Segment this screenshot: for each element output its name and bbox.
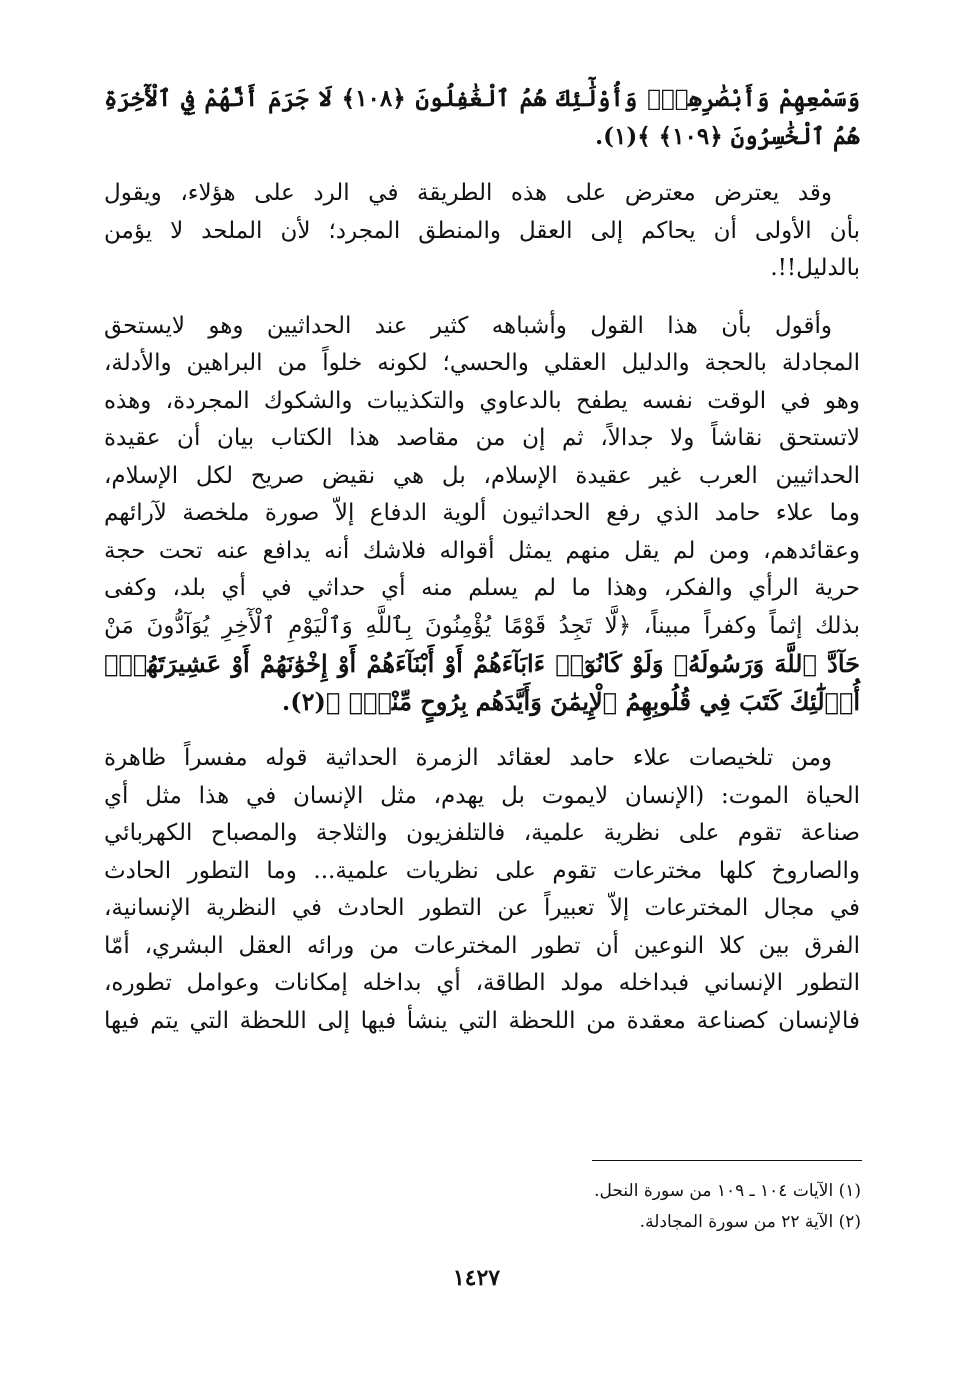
text-line: حرية الرأي والفكر، وهذا ما لم يسلم منه أي حداثي في أي بلد، وكفى: [104, 575, 860, 601]
text-line: هُمُ ٱلْخَٰسِرُونَ ﴿١٠٩﴾ ﴾(١).: [595, 122, 860, 150]
paragraph-summaries: [104, 740, 860, 1040]
text-line: لاتستحق نقاشاً ولا جدالاً، ثم إن من مقاصد هذا الكتاب بيان أن عقيدة: [104, 425, 860, 451]
footnote-1: (١) الآيات ١٠٤ ـ ١٠٩ من سورة النحل.: [594, 1181, 861, 1201]
text-line: وعقائدهم، ومن لم يقل منهم يمثل أقواله فلاشك أنه يدافع عنه تحت حجة: [104, 537, 860, 564]
text-line: المجادلة بالحجة والدليل العقلي والحسي؛ لكونه خلواً من البراهين والأدلة،: [104, 350, 860, 376]
page-body: [104, 80, 860, 1040]
text-line: والصاروخ كلها مخترعات تقوم على نظريات علمية... وما التطور الحادث: [104, 857, 860, 884]
text-line: بذلك إثماً وكفراً مبيناً، ﴿لَّا تَجِدُ قَوْمًا يُؤْمِنُونَ بِٱللَّهِ وَٱلْيَوْمِ ٱلْأٓخِرِ يُوَآدُّونَ مَنْ: [104, 612, 860, 639]
page-number: ١٤٢٧: [452, 1265, 501, 1291]
text-line: التطور الإنساني فبداخله مولد الطاقة، أي بداخله إمكانات وعوامل تطوره،: [104, 970, 860, 996]
footnote-divider: [592, 1160, 862, 1161]
text-line: فالإنسان كصناعة معقدة من اللحظة التي ينشأ فيها إلى اللحظة التي يتم فيها: [104, 1007, 860, 1034]
text-line: ومن تلخيصات علاء حامد لعقائد الزمرة الحداثية قوله مفسراً ظاهرة: [104, 745, 832, 771]
footnotes: [594, 1176, 861, 1238]
text-line: صناعة تقوم على نظرية علمية، فالتلفزيون والثلاجة والمصباح الكهربائي: [104, 820, 860, 846]
quran-verse-line: أُو۟لَٰٓئِكَ كَتَبَ فِي قُلُوبِهِمُ ٱلْإِيمَٰنَ وَأَيَّدَهُم بِرُوحٍ مِّنْهُۖ ﴾(٢).: [281, 686, 860, 716]
text-line: الحداثيين العرب غير عقيدة الإسلام، بل هي نقيض صريح لكل الإسلام،: [104, 462, 860, 489]
text-line: وَسَمْعِهِمْ وَأَبْصَٰرِهِمْۖ وَأُوْلَٰٓئِكَ هُمُ ٱلْغَٰفِلُونَ ﴿١٠٨﴾ لَا جَرَمَ أَنَّهُمْ فِي ٱلْأٓخِرَةِ: [104, 85, 860, 112]
text-line: بالدليل!!.: [770, 255, 860, 281]
paragraph-objection: [104, 175, 860, 288]
text-line: وهو في الوقت نفسه يطفح بالدعاوي والتكذيبات والشكوك المجردة، وهذه: [104, 387, 860, 414]
text-line: الحياة الموت: (الإنسان لايموت بل يهدم، مثل الإنسان في هذا مثل أي: [104, 782, 860, 809]
text-line: الفرق بين كلا النوعين أن تطور المخترعات من ورائه العقل البشري، أمّا: [104, 932, 860, 959]
text-line: وأقول بأن هذا القول وأشباهه كثير عند الحداثيين وهو لايستحق: [104, 312, 832, 339]
paragraph-response: [104, 308, 860, 721]
quran-verse-line: حَآدَّ ٱللَّهَ وَرَسُولَهُۥ وَلَوْ كَانُوٓا۟ ءَابَآءَهُمْ أَوْ أَبْنَآءَهُمْ أَوْ إِخْوَٰنَهُمْ أَوْ عَشِيرَتَهُمْۚ: [104, 649, 860, 678]
footnote-2: (٢) الآية ٢٢ من سورة المجادلة.: [639, 1212, 861, 1232]
text-line: بأن الأولى أن يحاكم إلى العقل والمنطق المجرد؛ لأن الملحد لا يؤمن: [104, 217, 860, 244]
text-line: في مجال المخترعات إلاّ تعبيراً عن التطور الحادث في النظرية الإنسانية،: [104, 895, 860, 921]
text-line: وقد يعترض معترض على هذه الطريقة في الرد على هؤلاء، ويقول: [104, 180, 832, 206]
quran-verse-block: [104, 80, 860, 155]
text-line: وما علاء حامد الذي رفع الحداثيون ألوية الدفاع إلاّ صورة ملخصة لآرائهم: [104, 500, 860, 526]
